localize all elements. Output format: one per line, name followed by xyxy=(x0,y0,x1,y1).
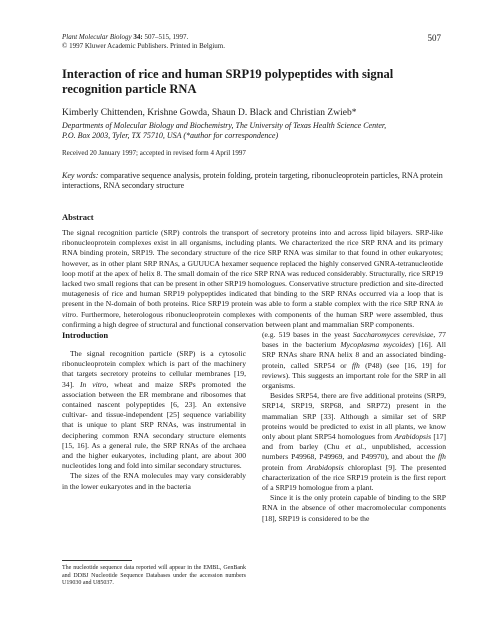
r1-ffh: ffh xyxy=(351,360,360,370)
r2-a: Besides SRP54, there are five additional proteins (SRP9, SRP14, SRP19, SRP68, and SRP72) present in the mammalian SRP [33]. Although a similar set of SRP proteins would be predicted to exist in all plants, we know only about plant SRP54 homologues from xyxy=(262,391,446,442)
journal-header xyxy=(62,33,225,51)
abstract-part-1: The signal recognition particle (SRP) controls the transport of secretory proteins into and across lipid bilayers. SRP-like ribonucleoprotein complexes exist in all organisms, including plants. We characterized the rice SRP RNA and its primary RNA binding protein, SRP19. The secondary structure of the rice SRP RNA was similar to that found in other eukaryotes; however, as in other plant SRP RNAs, a GUUUCA hexamer sequence replaced the highly conserved GNRA-tetranucleotide loop motif at the apex of helix 8. The small domain of the rice SRP RNA was reduced considerably. Structurally, rice SRP19 lacked two small regions that can be present in other SRP19 homologues. Conservative structure prediction and site-directed mutagenesis of rice and human SRP19 polypeptides indicated that binding to the SRP RNAs occurred via a loop that is present in the N-domain of both proteins. Rice SRP19 protein was able to form a stable complex with the rice SRP RNA xyxy=(62,228,443,309)
abstract-in-vitro: in vitro xyxy=(62,299,443,319)
r2-e: chloroplast [9]. The presented characterization of the rice SRP19 protein is the first report of a SRP19 homologue from a plant. xyxy=(262,462,446,493)
received-dates: Received 20 January 1997; accepted in revised form 4 April 1997 xyxy=(62,149,246,157)
r1-c: ) [16]. All SRP RNAs share RNA helix 8 and an associated binding-protein, called SRP54 or xyxy=(262,340,446,370)
r1-species-1: Saccharomyces cerevisiae xyxy=(352,330,434,339)
r2-b: [17] and from barley (Chu xyxy=(262,432,446,452)
abstract-part-2: . Furthermore, heterologous ribonucleoprotein complexes with components of the human SRP were assembled, thus confirming a high degree of structural and functional conservation between plant and mammalian SRP components. xyxy=(62,309,443,329)
right-paragraph-2 xyxy=(262,391,446,493)
footnote: The nucleotide sequence data reported will appear in the EMBL, GenBank and DDBJ Nucleotide Sequence Databases under the accession numbers U19030 and U85037. xyxy=(62,565,246,586)
keywords xyxy=(62,171,443,191)
r1-b: , 77 bases in the bacterium xyxy=(262,330,446,350)
journal-name: Plant Molecular Biology xyxy=(62,33,132,41)
r1-d: (P48) (see [16, 19] for reviews). This suggests an important role for the SRP in all organisms. xyxy=(262,360,446,391)
right-paragraph-3: Since it is the only protein capable of binding to the SRP RNA in the absence of other macromolecular components [18], SRP19 is considered to be the xyxy=(262,493,446,523)
article-authors: Kimberly Chittenden, Krishne Gowda, Shaun D. Black and Christian Zwieb* xyxy=(62,108,357,118)
abstract-text xyxy=(62,228,443,330)
left-column xyxy=(62,330,246,492)
introduction-heading: Introduction xyxy=(62,330,109,340)
r2-et-al: et al. xyxy=(345,442,365,452)
footnote-rule xyxy=(62,560,132,561)
abstract-heading: Abstract xyxy=(62,212,94,222)
journal-volume: 34: xyxy=(133,33,143,41)
r2-arabidopsis-1: Arabidopsis xyxy=(394,432,432,442)
affiliation-line-2: P.O. Box 2003, Tyler, TX 75710, USA (*author for correspondence) xyxy=(62,131,279,140)
r1-a: (e.g. 519 bases in the yeast xyxy=(262,330,350,339)
page-number: 507 xyxy=(427,33,441,43)
intro-p1-a: The signal recognition particle (SRP) is a cytosolic ribonucleoprotein complex which is part of the machinery that targets secretory proteins to cellular membranes [19, 34]. xyxy=(62,349,246,389)
right-paragraph-1 xyxy=(262,330,446,391)
journal-pages: 507–515, 1997. xyxy=(144,33,189,41)
intro-p1-b: , wheat and maize SRPs promoted the association between the ER membrane and ribosomes that contained nascent polypeptides [6, 23]. An extensive cultivar- and tissue-independent [25] sequence variability that is unique to plant SRP RNAs, was instrumental in deciphering common RNA secondary structure elements [15, 16]. As a general rule, the SRP RNAs of the archaea and the higher eukaryotes, including plant, are about 300 nucleotides long and fold into similar secondary structures. xyxy=(62,379,246,471)
intro-paragraph-2: The sizes of the RNA molecules may vary considerably in the lower eukaryotes and in the bacteria xyxy=(62,471,246,491)
copyright-line: © 1997 Kluwer Academic Publishers. Printed in Belgium. xyxy=(62,42,225,50)
keywords-text: comparative sequence analysis, protein folding, protein targeting, ribonucleoprotein particles, RNA protein interactions, RNA secondary structure xyxy=(62,171,443,190)
keywords-label: Key words: xyxy=(62,171,99,180)
article-affiliation xyxy=(62,121,442,141)
r2-d: protein from xyxy=(262,462,303,472)
affiliation-line-1: Departments of Molecular Biology and Biochemistry, The University of Texas Health Science Center, xyxy=(62,121,387,130)
r2-arabidopsis-2: Arabidopsis xyxy=(306,462,344,472)
article-title: Interaction of rice and human SRP19 polypeptides with signal recognition particle RNA xyxy=(62,67,394,96)
right-column xyxy=(262,330,446,524)
r2-c: , unpublished, accession numbers P49968, P49969, and P49970), and about the xyxy=(262,442,446,462)
intro-paragraph-1 xyxy=(62,349,246,471)
r2-ffh: ffh xyxy=(437,452,446,462)
r1-species-2: Mycoplasma mycoides xyxy=(340,340,412,350)
intro-p1-in-vitro: In vitro xyxy=(79,379,107,389)
